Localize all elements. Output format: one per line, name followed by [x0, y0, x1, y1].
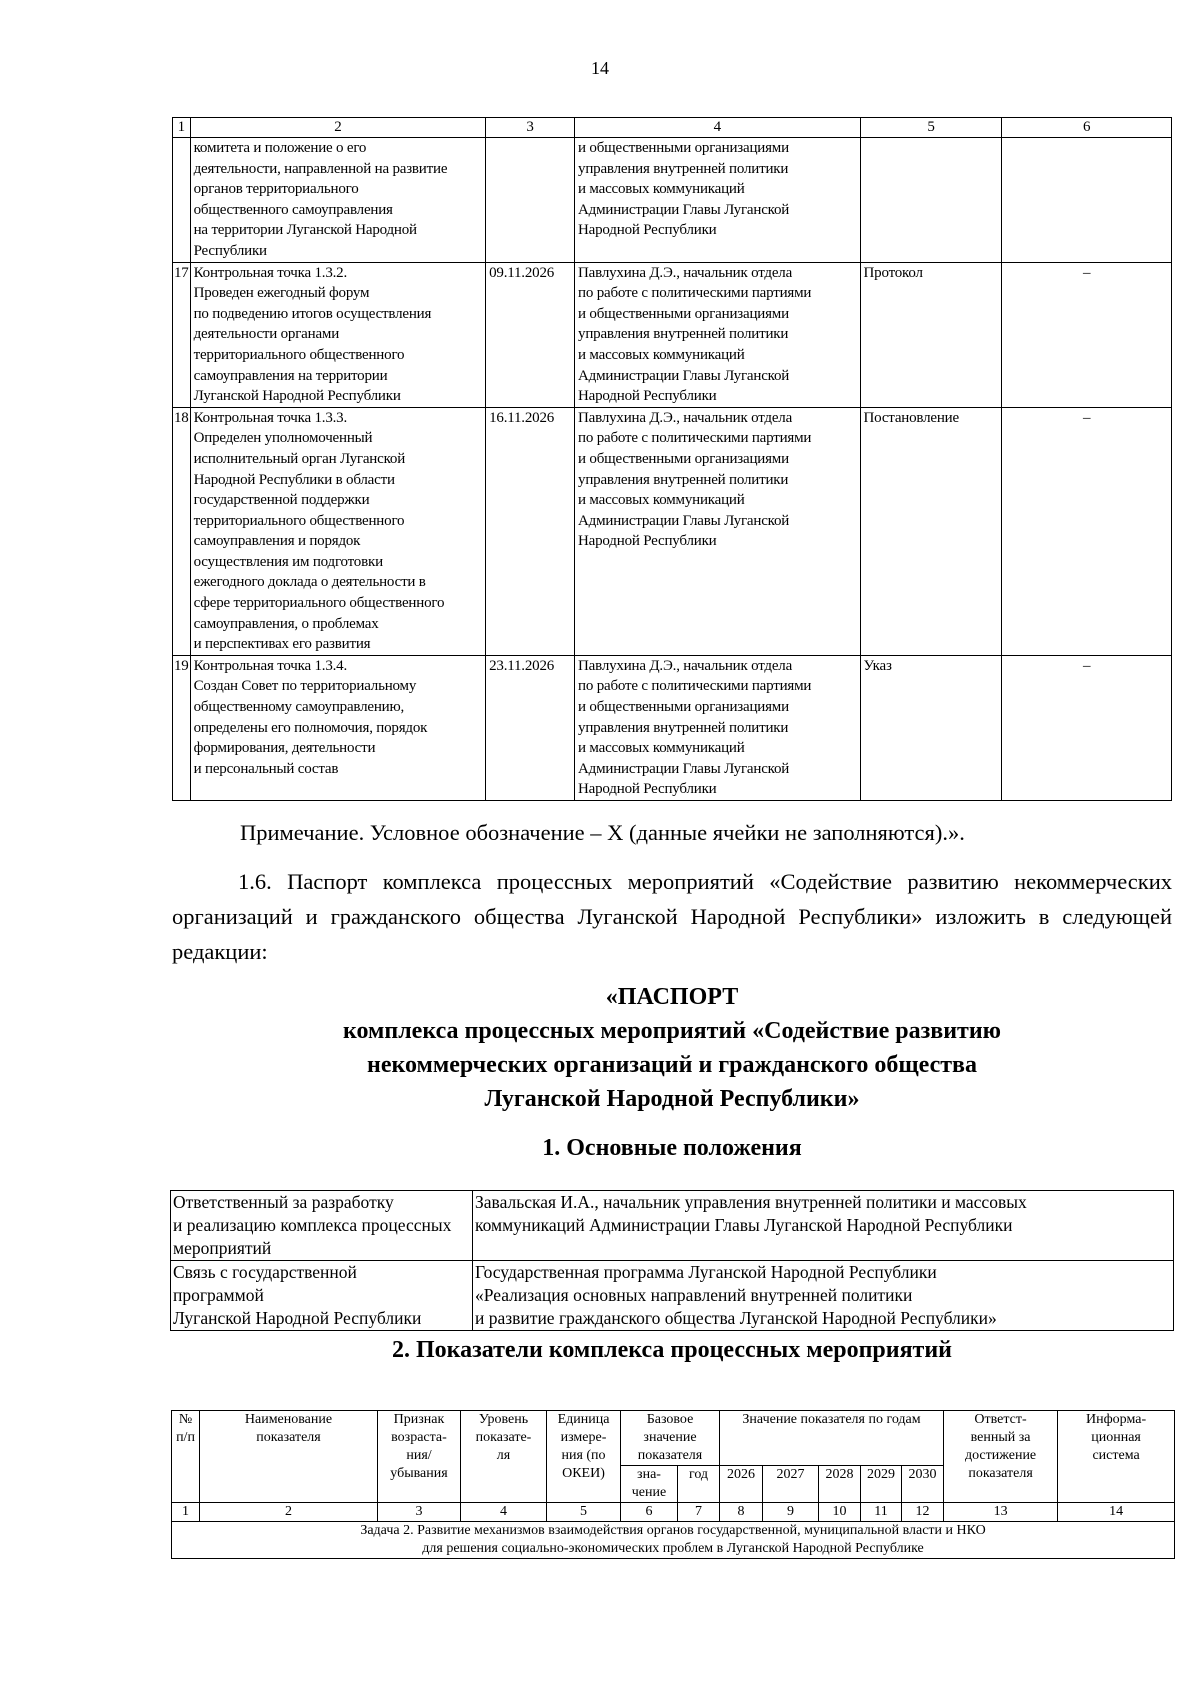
header-sign: Признак возраста- ния/ убывания — [378, 1411, 461, 1503]
control-point-extra: – — [1002, 407, 1172, 655]
column-number: 3 — [378, 1503, 461, 1522]
header-base-value: зна- чение — [621, 1466, 678, 1503]
column-number: 6 — [621, 1503, 678, 1522]
column-number: 10 — [819, 1503, 861, 1522]
header-year: 2030 — [902, 1466, 944, 1503]
column-number: 1 — [172, 1503, 200, 1522]
header-num: № п/п — [172, 1411, 200, 1503]
table-row — [173, 655, 1172, 800]
column-number: 2 — [200, 1503, 378, 1522]
amendment-paragraph-text: 1.6. Паспорт комплекса процессных мероприятий «Содействие развитию некоммерческих организаций и гражданского общества Луганской Народной Республики» изложить в следующей редакции: — [172, 869, 1172, 964]
header-years-title: Значение показателя по годам — [720, 1411, 944, 1466]
column-number: 7 — [678, 1503, 720, 1522]
control-point-responsible: Павлухина Д.Э., начальник отдела по работе с политическими партиями и общественными организациями управления внутренней политики и массовых коммуникаций Администрации Главы Луганской Народной Республики — [575, 655, 860, 800]
table-row — [173, 138, 1172, 263]
control-points-table — [172, 117, 1172, 801]
control-point-name: Контрольная точка 1.3.4. Создан Совет по территориальному общественному самоуправлению, определены его полномочия, порядок формирования, деятельности и персональный состав — [190, 655, 486, 800]
header-name: Наименование показателя — [200, 1411, 378, 1503]
control-point-extra: – — [1002, 655, 1172, 800]
main-provisions-table — [170, 1190, 1174, 1331]
column-number-row — [173, 118, 1172, 138]
control-point-document: Протокол — [860, 262, 1002, 407]
control-point-responsible: и общественными организациями управления внутренней политики и массовых коммуникаций Администрации Главы Луганской Народной Республики — [575, 138, 860, 263]
passport-title-line: «ПАСПОРТ — [605, 984, 739, 1010]
section-2-title: 2. Показатели комплекса процессных мероприятий — [391, 1337, 952, 1363]
table-row — [173, 262, 1172, 407]
column-number: 8 — [720, 1503, 763, 1522]
control-point-date — [486, 138, 575, 263]
control-point-name: Контрольная точка 1.3.3. Определен уполномоченный исполнительный орган Луганской Народной Республики в области государственной поддержки территориального общественного самоуправления и порядок осуществления им подготовки ежегодного доклада о деятельности в сфере территориального общественного самоуправления, о проблемах и перспективах его развития — [190, 407, 486, 655]
control-point-date: 16.11.2026 — [486, 407, 575, 655]
header-base-year: год — [678, 1466, 720, 1503]
passport-title-line: некоммерческих организаций и гражданского общества — [367, 1052, 977, 1078]
row-number: 19 — [173, 655, 191, 800]
table-row — [171, 1191, 1174, 1261]
task-description: Задача 2. Развитие механизмов взаимодействия органов государственной, муниципальной власти и НКО для решения социально-экономических проблем в Луганской Народной Республике — [172, 1522, 1175, 1559]
control-point-responsible: Павлухина Д.Э., начальник отдела по работе с политическими партиями и общественными организациями управления внутренней политики и массовых коммуникаций Администрации Главы Луганской Народной Республики — [575, 262, 860, 407]
provision-value: Завальская И.А., начальник управления внутренней политики и массовых коммуникаций Администрации Главы Луганской Народной Республики — [473, 1191, 1174, 1261]
table-note: Примечание. Условное обозначение – Х (данные ячейки не заполняются).». — [240, 820, 965, 845]
column-number: 5 — [547, 1503, 621, 1522]
column-number: 1 — [173, 118, 191, 138]
column-number: 9 — [763, 1503, 819, 1522]
passport-title-line: Луганской Народной Республики» — [484, 1086, 860, 1112]
column-number: 14 — [1058, 1503, 1175, 1522]
indicators-table — [171, 1410, 1175, 1559]
header-row — [172, 1411, 1175, 1466]
column-number: 2 — [190, 118, 486, 138]
provision-label: Ответственный за разработку и реализацию комплекса процессных мероприятий — [171, 1191, 473, 1261]
header-year: 2029 — [861, 1466, 902, 1503]
header-responsible: Ответст- венный за достижение показателя — [944, 1411, 1058, 1503]
row-number: 18 — [173, 407, 191, 655]
control-point-name: Контрольная точка 1.3.2. Проведен ежегодный форум по подведению итогов осуществления деятельности органами территориального общественного самоуправления на территории Луганской Народной Республики — [190, 262, 486, 407]
header-info-system: Информа- ционная система — [1058, 1411, 1175, 1503]
column-number: 11 — [861, 1503, 902, 1522]
header-level: Уровень показате- ля — [461, 1411, 547, 1503]
task-row — [172, 1522, 1175, 1559]
header-base: Базовое значение показателя — [621, 1411, 720, 1466]
section-1-title: 1. Основные положения — [542, 1135, 802, 1161]
table-row — [171, 1261, 1174, 1331]
column-number: 4 — [575, 118, 860, 138]
column-number: 3 — [486, 118, 575, 138]
passport-title — [172, 980, 1172, 1116]
control-point-document: Указ — [860, 655, 1002, 800]
provision-label: Связь с государственной программой Луганской Народной Республики — [171, 1261, 473, 1331]
control-point-document: Постановление — [860, 407, 1002, 655]
row-number: 17 — [173, 262, 191, 407]
control-point-document — [860, 138, 1002, 263]
row-number — [173, 138, 191, 263]
control-point-extra: – — [1002, 262, 1172, 407]
column-number: 13 — [944, 1503, 1058, 1522]
passport-title-line: комплекса процессных мероприятий «Содействие развитию — [342, 1018, 1001, 1044]
column-number-row — [172, 1503, 1175, 1522]
control-point-extra — [1002, 138, 1172, 263]
table-row — [173, 407, 1172, 655]
amendment-paragraph — [172, 864, 1172, 969]
page-number: 14 — [591, 58, 609, 78]
header-year: 2026 — [720, 1466, 763, 1503]
column-number: 6 — [1002, 118, 1172, 138]
header-year: 2028 — [819, 1466, 861, 1503]
header-year: 2027 — [763, 1466, 819, 1503]
header-unit: Единица измере- ния (по ОКЕИ) — [547, 1411, 621, 1503]
control-point-responsible: Павлухина Д.Э., начальник отдела по работе с политическими партиями и общественными организациями управления внутренней политики и массовых коммуникаций Администрации Главы Луганской Народной Республики — [575, 407, 860, 655]
column-number: 5 — [860, 118, 1002, 138]
column-number: 4 — [461, 1503, 547, 1522]
control-point-name: комитета и положение о его деятельности, направленной на развитие органов территориального общественного самоуправления на территории Луганской Народной Республики — [190, 138, 486, 263]
control-point-date: 23.11.2026 — [486, 655, 575, 800]
column-number: 12 — [902, 1503, 944, 1522]
control-point-date: 09.11.2026 — [486, 262, 575, 407]
provision-value: Государственная программа Луганской Народной Республики «Реализация основных направлений внутренней политики и развитие гражданского общества Луганской Народной Республики» — [473, 1261, 1174, 1331]
